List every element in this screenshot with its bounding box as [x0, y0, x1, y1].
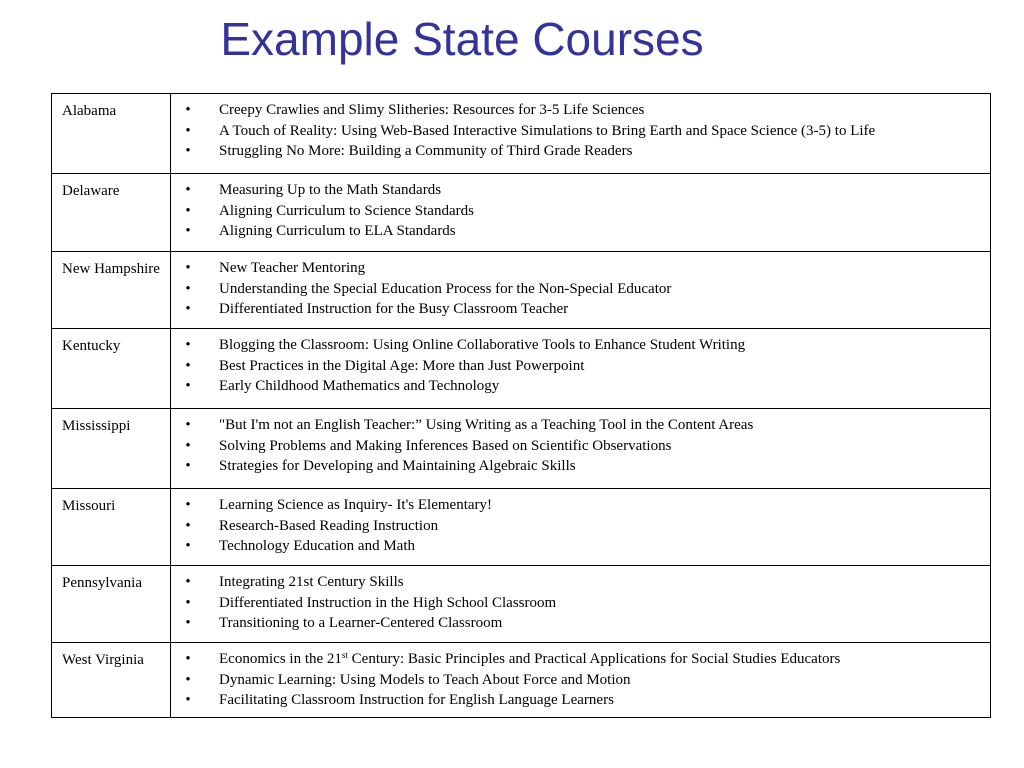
course-title: Strategies for Developing and Maintaining Algebraic Skills	[219, 458, 576, 474]
list-item	[171, 670, 990, 691]
bullet-icon: •	[185, 497, 191, 513]
list-item	[171, 258, 990, 279]
course-title: Integrating 21st Century Skills	[219, 574, 404, 590]
list-item	[171, 335, 990, 356]
state-name: Mississippi	[52, 409, 171, 489]
bullet-icon: •	[185, 122, 191, 139]
course-list	[171, 335, 990, 397]
list-item	[171, 201, 990, 222]
course-title: Best Practices in the Digital Age: More than Just Powerpoint	[219, 357, 585, 374]
table-row	[52, 489, 991, 566]
state-name: Pennsylvania	[52, 566, 171, 643]
bullet-icon: •	[185, 692, 191, 708]
course-list-cell	[171, 252, 991, 329]
bullet-icon: •	[185, 357, 191, 374]
bullet-icon: •	[185, 517, 191, 534]
course-list	[171, 258, 990, 320]
bullet-icon: •	[185, 223, 191, 239]
list-item	[171, 536, 990, 557]
bullet-icon: •	[185, 301, 191, 317]
list-item	[171, 221, 990, 242]
course-title: Facilitating Classroom Instruction for English Language Learners	[219, 692, 614, 708]
state-courses-table	[51, 93, 991, 718]
course-title: Aligning Curriculum to ELA Standards	[219, 223, 456, 239]
course-list-cell	[171, 329, 991, 409]
bullet-icon: •	[185, 280, 191, 297]
bullet-icon: •	[185, 102, 191, 118]
table-row	[52, 252, 991, 329]
course-list	[171, 572, 990, 634]
list-item	[171, 356, 990, 377]
list-item	[171, 376, 990, 397]
bullet-icon: •	[185, 417, 191, 433]
list-item	[171, 613, 990, 634]
list-item	[171, 100, 990, 121]
course-title: Differentiated Instruction in the High School Classroom	[219, 594, 557, 611]
list-item	[171, 436, 990, 457]
list-item	[171, 572, 990, 593]
course-title: A Touch of Reality: Using Web-Based Interactive Simulations to Bring Earth and Space Science (3-5) to Life	[219, 122, 876, 139]
table-row	[52, 174, 991, 252]
list-item	[171, 495, 990, 516]
course-title: Differentiated Instruction for the Busy Classroom Teacher	[219, 301, 569, 317]
bullet-icon: •	[185, 671, 191, 688]
state-name: Missouri	[52, 489, 171, 566]
course-title: "But I'm not an English Teacher:” Using Writing as a Teaching Tool in the Content Areas	[219, 417, 754, 433]
list-item	[171, 593, 990, 614]
course-title: Economics in the 21	[219, 651, 342, 667]
bullet-icon: •	[185, 538, 191, 554]
ordinal-superscript: st	[341, 650, 348, 660]
course-title: Measuring Up to the Math Standards	[219, 182, 442, 198]
state-name: Alabama	[52, 94, 171, 174]
state-name: Kentucky	[52, 329, 171, 409]
bullet-icon: •	[185, 574, 191, 590]
table-row	[52, 566, 991, 643]
bullet-icon: •	[185, 615, 191, 631]
course-title: Transitioning to a Learner-Centered Classroom	[219, 615, 503, 631]
table-row	[52, 409, 991, 489]
course-list	[171, 100, 990, 162]
course-title: Struggling No More: Building a Community of Third Grade Readers	[219, 143, 633, 159]
bullet-icon: •	[185, 378, 191, 394]
table-row	[52, 329, 991, 409]
page-title: Example State Courses	[220, 13, 704, 65]
list-item	[171, 516, 990, 537]
state-name: New Hampshire	[52, 252, 171, 329]
course-title: Research-Based Reading Instruction	[219, 517, 439, 534]
course-title-rest: Century: Basic Principles and Practical Applications for Social Studies Educators	[347, 651, 841, 667]
course-title: Early Childhood Mathematics and Technology	[219, 378, 500, 394]
course-list-cell	[171, 174, 991, 252]
course-title: Technology Education and Math	[219, 538, 415, 554]
course-list	[171, 495, 990, 557]
course-list	[171, 415, 990, 477]
course-list-cell	[171, 94, 991, 174]
bullet-icon: •	[185, 437, 191, 454]
bullet-icon: •	[185, 458, 191, 474]
course-title: Creepy Crawlies and Slimy Slitheries: Resources for 3-5 Life Sciences	[219, 102, 645, 118]
bullet-icon: •	[185, 594, 191, 611]
list-item	[171, 180, 990, 201]
course-list	[171, 180, 990, 242]
course-list-cell	[171, 566, 991, 643]
bullet-icon: •	[185, 260, 191, 276]
course-title: Dynamic Learning: Using Models to Teach About Force and Motion	[219, 671, 631, 688]
state-name: West Virginia	[52, 643, 171, 718]
bullet-icon: •	[185, 202, 191, 219]
list-item	[171, 141, 990, 162]
course-list-cell	[171, 643, 991, 718]
list-item	[171, 121, 990, 142]
state-name: Delaware	[52, 174, 171, 252]
course-title: Understanding the Special Education Process for the Non-Special Educator	[219, 280, 672, 297]
course-list-cell	[171, 489, 991, 566]
bullet-icon: •	[185, 651, 191, 667]
list-item	[171, 649, 990, 670]
list-item	[171, 456, 990, 477]
course-title: Solving Problems and Making Inferences Based on Scientific Observations	[219, 437, 672, 454]
course-list-cell	[171, 409, 991, 489]
list-item	[171, 299, 990, 320]
course-title: Blogging the Classroom: Using Online Collaborative Tools to Enhance Student Writing	[219, 337, 746, 353]
bullet-icon: •	[185, 143, 191, 159]
table-row	[52, 643, 991, 718]
bullet-icon: •	[185, 337, 191, 353]
course-title: New Teacher Mentoring	[219, 260, 366, 276]
list-item	[171, 415, 990, 436]
table-row	[52, 94, 991, 174]
course-title: Aligning Curriculum to Science Standards	[219, 202, 474, 219]
list-item	[171, 279, 990, 300]
course-title: Learning Science as Inquiry- It's Elementary!	[219, 497, 493, 513]
bullet-icon: •	[185, 182, 191, 198]
list-item	[171, 690, 990, 711]
course-list	[171, 649, 990, 711]
